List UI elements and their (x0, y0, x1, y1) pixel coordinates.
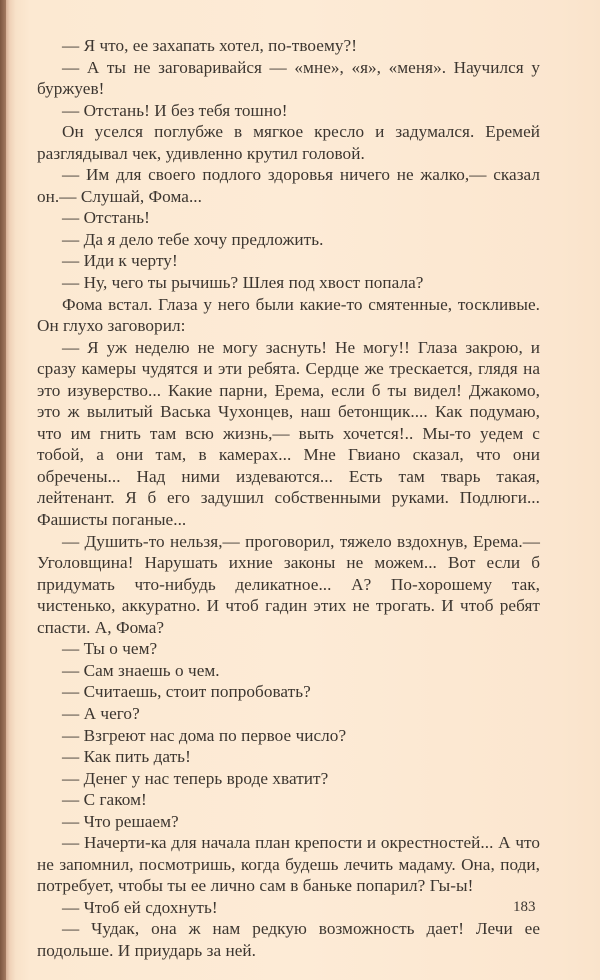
page-number: 183 (513, 899, 536, 915)
paragraph: Фома встал. Глаза у него были какие-то смятенные, тоскливые. Он глухо заговорил: (37, 294, 540, 336)
paragraph: — Взгреют нас дома по первое число? (62, 725, 347, 745)
paragraph: — Отстань! (62, 208, 150, 228)
paragraph: — Денег у нас теперь вроде хватит? (62, 768, 329, 788)
paragraph: — Да я дело тебе хочу предложить. (62, 229, 324, 249)
paragraph: — Как пить дать! (62, 747, 191, 767)
paragraph: — А чего? (62, 703, 140, 723)
paragraph: — Считаешь, стоит попробовать? (62, 682, 311, 702)
paragraph: — Я что, ее захапать хотел, по-твоему?! (62, 36, 357, 55)
paragraph: — С гаком! (62, 790, 147, 810)
paragraph: — Иди к черту! (62, 251, 178, 271)
paragraph: — Что решаем? (62, 811, 179, 831)
paragraph: — Ты о чем? (62, 639, 158, 659)
book-spine-edge (0, 0, 6, 980)
paragraph: — Им для своего подлого здоровья ничего не жалко,— сказал он.— Слушай, Фома... (37, 165, 540, 206)
paragraph: — Душить-то нельзя,— проговорил, тяжело вздохнув, Ерема.— Уголовщина! Нарушать ихние законы не можем... Вот если б придумать что-нибудь деликатное... А? По-хорошему так, чистенько, аккуратно. И чтоб гадин этих не трогать. И чтоб ребят спасти. А, Фома? (37, 531, 540, 637)
paragraph: — Сам знаешь о чем. (62, 660, 220, 680)
paragraph: Он уселся поглубже в мягкое кресло и задумался. Еремей разглядывал чек, удивленно крутил головой. (37, 122, 540, 163)
paragraph: — Я уж неделю не могу заснуть! Не могу!! Глаза закрою, и сразу камеры чудятся и эти ребята. Сердце же трескается, глядя на это изуверство... Какие парни, Ерема, если б ты видел! Джакомо, это ж вылитый Васька Чухонцев, наш бетонщик.... Как подумаю, что им гнить там всю жизнь,— выть хочется!.. Мы-то уедем с тобой, а они там, в камерах... Мне Гвиано сказал, что они обречены... Над ними издеваются... Есть там тварь такая, лейтенант. Я б его задушил собственными руками. Подлюги... Фашисты поганые... (37, 337, 540, 530)
paragraph: — Начерти-ка для начала план крепости и окрестностей... А что не запомнил, посмотришь, когда будешь лечить мадаму. Она, поди, потребует, чтобы ты ее лично сам в баньке попарил? Гы-ы! (37, 833, 540, 896)
paragraph: — Ну, чего ты рычишь? Шлея под хвост попала? (62, 273, 424, 293)
paragraph: — Отстань! И без тебя тошно! (62, 100, 288, 120)
page-text (37, 35, 540, 962)
paragraph: — Чудак, она ж нам редкую возможность дает! Лечи ее подольше. И приударь за ней. (37, 919, 540, 960)
paragraph: — А ты не заговаривайся — «мне», «я», «меня». Научился у буржуев! (37, 57, 540, 99)
paragraph: — Чтоб ей сдохнуть! (62, 897, 218, 917)
